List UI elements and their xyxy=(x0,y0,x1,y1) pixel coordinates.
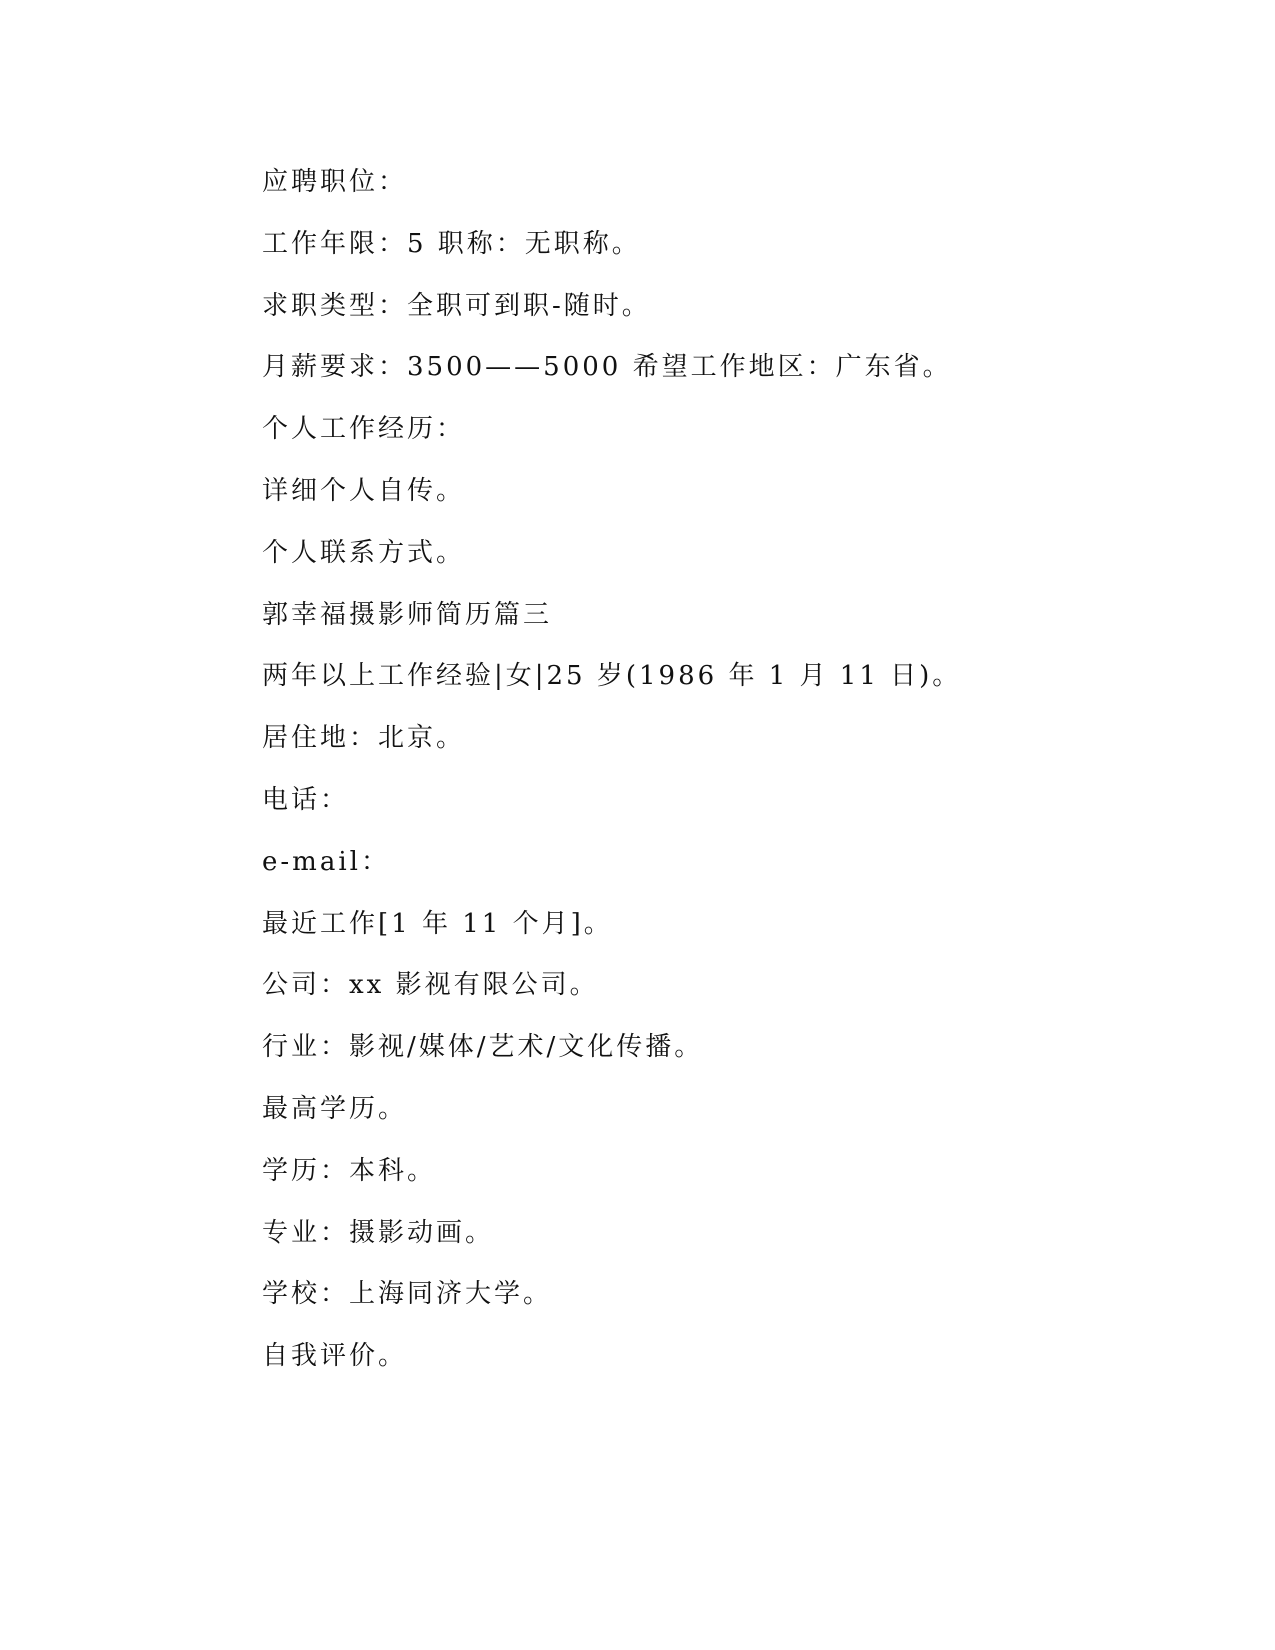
text-line-email: e-mail： xyxy=(262,846,390,877)
text-line-degree: 学历：本科。 xyxy=(262,1155,437,1186)
text-line-salary-region: 月薪要求：3500——5000 希望工作地区：广东省。 xyxy=(262,352,952,383)
text-line-work-years: 工作年限：5 职称：无职称。 xyxy=(262,228,641,259)
text-line-job-type: 求职类型：全职可到职-随时。 xyxy=(262,290,651,321)
text-line-highest-education: 最高学历。 xyxy=(262,1093,408,1124)
text-line-self-evaluation: 自我评价。 xyxy=(262,1341,408,1372)
text-line-position-applied: 应聘职位： xyxy=(262,167,408,197)
text-line-school: 学校：上海同济大学。 xyxy=(262,1279,553,1310)
text-line-industry: 行业：影视/媒体/艺术/文化传播。 xyxy=(262,1032,704,1063)
text-line-work-history: 个人工作经历： xyxy=(262,414,466,445)
text-line-residence: 居住地：北京。 xyxy=(262,723,466,754)
text-line-phone: 电话： xyxy=(262,784,350,815)
text-line-major: 专业：摄影动画。 xyxy=(262,1217,495,1248)
text-line-recent-job: 最近工作[1 年 11 个月]。 xyxy=(262,908,613,939)
document-body xyxy=(262,164,1162,1400)
text-line-contact: 个人联系方式。 xyxy=(262,537,466,568)
text-line-company: 公司：xx 影视有限公司。 xyxy=(262,970,599,1001)
section-heading: 郭幸福摄影师简历篇三 xyxy=(262,599,553,630)
text-line-profile-summary: 两年以上工作经验|女|25 岁(1986 年 1 月 11 日)。 xyxy=(262,661,962,692)
text-line-autobiography: 详细个人自传。 xyxy=(262,475,466,506)
